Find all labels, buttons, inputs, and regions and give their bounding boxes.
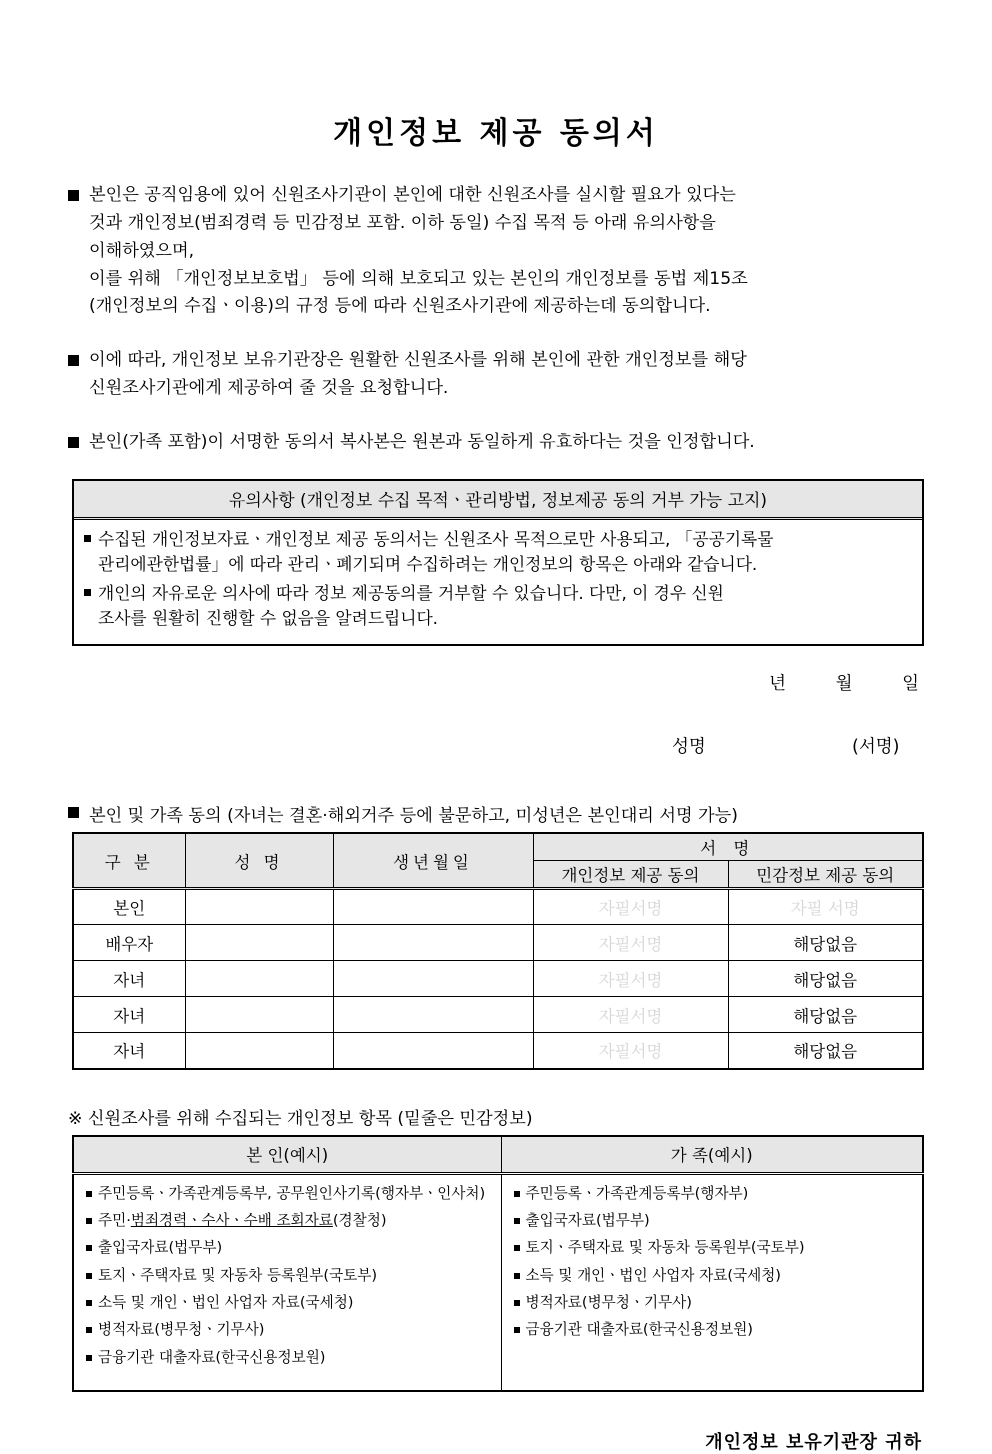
cell-birth-input[interactable] — [333, 961, 533, 997]
paragraph-1-line-1: 본인은 공직임용에 있어 신원조사기관이 본인에 대한 신원조사를 실시할 필요가 있다는 — [89, 185, 736, 205]
small-square-bullet-icon — [84, 535, 91, 542]
header-signature-sensitive: 민감정보 제공 동의 — [728, 861, 923, 889]
list-item — [514, 1239, 915, 1257]
notice-item-1-text — [98, 527, 773, 578]
cell-gubun: 자녀 — [73, 961, 185, 997]
list-item — [514, 1212, 915, 1230]
self-item-2-pre: 주민· — [98, 1211, 131, 1229]
table-row — [73, 997, 923, 1033]
list-item — [86, 1239, 493, 1257]
cell-signature-sensitive: 해당없음 — [728, 925, 923, 961]
paragraph-1-line-5: (개인정보의 수집ㆍ이용)의 규정 등에 따라 신원조사기관에 제공하는데 동의합니다. — [89, 296, 711, 317]
family-items-cell — [501, 1173, 923, 1391]
self-item-2-sensitive: 범죄경력ㆍ수사ㆍ수배 조회자료 — [130, 1211, 333, 1229]
notice-item-1-line-2: 관리에관한법률」에 따라 관리ㆍ폐기되며 수집하려는 개인정보의 항목은 아래와 같습니다. — [98, 554, 758, 575]
tiny-square-bullet-icon — [86, 1218, 92, 1224]
paragraph-1-line-3: 이해하였으며, — [89, 240, 195, 261]
paragraph-1-text — [89, 182, 930, 321]
paragraph-1-line-4: 이를 위해 「개인정보보호법」 등에 의해 보호되고 있는 본인의 개인정보를 동법 제15조 — [89, 268, 748, 289]
family-item-1: 주민등록ㆍ가족관계등록부(행자부) — [525, 1184, 749, 1202]
tiny-square-bullet-icon — [514, 1218, 520, 1224]
table-row — [73, 925, 923, 961]
cell-signature-sensitive: 해당없음 — [728, 1033, 923, 1069]
cell-signature-sensitive[interactable]: 자필 서명 — [728, 889, 923, 925]
filled-square-bullet-icon — [68, 355, 79, 366]
signature-name-label: 성명 — [672, 737, 706, 757]
self-item-5: 소득 및 개인ㆍ법인 사업자 자료(국세청) — [98, 1294, 354, 1311]
list-item — [514, 1321, 915, 1339]
small-square-bullet-icon — [84, 589, 91, 596]
cell-signature-personal[interactable]: 자필서명 — [533, 889, 728, 925]
tiny-square-bullet-icon — [86, 1245, 92, 1251]
notice-item-1-line-1: 수집된 개인정보자료ㆍ개인정보 제공 동의서는 신원조사 목적으로만 사용되고, 「공공기록물 — [98, 528, 774, 549]
cell-birth-input[interactable] — [333, 925, 533, 961]
notice-item-2-line-2: 조사를 원활히 진행할 수 없음을 알려드립니다. — [98, 608, 439, 629]
items-table-body — [73, 1173, 923, 1391]
tiny-square-bullet-icon — [514, 1245, 520, 1251]
header-self-items: 본 인(예시) — [73, 1136, 501, 1174]
list-item — [86, 1294, 493, 1312]
family-item-2: 출입국자료(법무부) — [525, 1211, 650, 1229]
self-item-3: 출입국자료(법무부) — [98, 1239, 223, 1257]
tiny-square-bullet-icon — [514, 1327, 520, 1333]
page-title: 개인정보 제공 동의서 — [333, 116, 659, 151]
tiny-square-bullet-icon — [86, 1191, 92, 1197]
paragraph-3-line-1: 본인(가족 포함)이 서명한 동의서 복사본은 원본과 동일하게 유효하다는 것을 인정합니다. — [89, 432, 755, 453]
header-gubun: 구 분 — [73, 833, 185, 889]
self-item-2-post: (경찰청) — [332, 1211, 387, 1229]
tiny-square-bullet-icon — [86, 1300, 92, 1306]
family-section-heading — [68, 801, 992, 826]
family-table-header-row-1 — [73, 833, 923, 861]
header-signature-group: 서 명 — [533, 833, 923, 861]
cell-gubun: 자녀 — [73, 997, 185, 1033]
cell-signature-personal[interactable]: 자필서명 — [533, 961, 728, 997]
cell-name-input[interactable] — [185, 997, 333, 1033]
date-year-label: 년 — [769, 674, 788, 694]
family-item-4: 소득 및 개인ㆍ법인 사업자 자료(국세청) — [525, 1266, 782, 1284]
tiny-square-bullet-icon — [86, 1355, 92, 1361]
filled-square-bullet-icon — [68, 807, 79, 818]
notice-item-1 — [84, 527, 910, 578]
items-table-row — [73, 1173, 923, 1391]
date-day-label: 일 — [902, 674, 920, 694]
list-item — [86, 1321, 493, 1339]
list-item — [86, 1349, 493, 1367]
items-table-head — [73, 1136, 923, 1174]
table-row — [73, 1033, 923, 1069]
cell-signature-personal[interactable]: 자필서명 — [533, 997, 728, 1033]
date-line — [0, 670, 920, 695]
self-item-7: 금융기관 대출자료(한국신용정보원) — [98, 1348, 326, 1366]
cell-name-input[interactable] — [185, 1033, 333, 1069]
filled-square-bullet-icon — [68, 437, 79, 448]
family-item-3: 토지ㆍ주택자료 및 자동차 등록원부(국토부) — [525, 1239, 805, 1257]
paragraph-2-line-1: 이에 따라, 개인정보 보유기관장은 원활한 신원조사를 위해 본인에 관한 개인정보를 해당 — [89, 350, 747, 371]
cell-signature-personal[interactable]: 자필서명 — [533, 1033, 728, 1069]
paragraph-2-text — [89, 347, 930, 403]
tiny-square-bullet-icon — [86, 1273, 92, 1279]
header-name: 성 명 — [185, 833, 333, 889]
family-section-heading-text: 본인 및 가족 동의 (자녀는 결혼·해외거주 등에 불문하고, 미성년은 본인대리 서명 가능) — [89, 806, 738, 826]
header-signature-personal: 개인정보 제공 동의 — [533, 861, 728, 889]
cell-gubun: 배우자 — [73, 925, 185, 961]
date-month-label: 월 — [835, 674, 854, 694]
header-birth: 생년월일 — [333, 833, 533, 889]
tiny-square-bullet-icon — [514, 1191, 520, 1197]
family-table-head — [73, 833, 923, 889]
list-item — [86, 1267, 493, 1285]
tiny-square-bullet-icon — [514, 1273, 520, 1279]
list-item — [514, 1185, 915, 1203]
cell-birth-input[interactable] — [333, 997, 533, 1033]
filled-square-bullet-icon — [68, 190, 79, 201]
paragraph-1-line-2: 것과 개인정보(범죄경력 등 민감정보 포함. 이하 동일) 수집 목적 등 아래 유의사항을 — [89, 212, 716, 233]
table-row — [73, 961, 923, 997]
family-item-6: 금융기관 대출자료(한국신용정보원) — [525, 1321, 753, 1339]
notice-item-2-text — [98, 581, 724, 632]
paragraph-3 — [68, 429, 930, 457]
cell-name-input[interactable] — [185, 889, 333, 925]
notice-box-body — [74, 520, 922, 644]
family-consent-table — [72, 832, 924, 1070]
self-item-6: 병적자료(병무청ㆍ기무사) — [98, 1321, 265, 1339]
notice-box — [72, 479, 924, 646]
cell-birth-input[interactable] — [333, 1033, 533, 1069]
signature-line — [0, 733, 992, 759]
header-family-items: 가 족(예시) — [501, 1136, 923, 1174]
cell-name-input[interactable] — [185, 925, 333, 961]
cell-signature-sensitive: 해당없음 — [728, 997, 923, 1033]
cell-gubun: 본인 — [73, 889, 185, 925]
cell-birth-input[interactable] — [333, 889, 533, 925]
family-table-body — [73, 889, 923, 1069]
self-item-1: 주민등록ㆍ가족관계등록부, 공무원인사기록(행자부ㆍ인사처) — [98, 1184, 486, 1202]
notice-item-2 — [84, 581, 910, 632]
self-item-4: 토지ㆍ주택자료 및 자동차 등록원부(국토부) — [98, 1266, 378, 1284]
paragraph-2 — [68, 347, 930, 403]
paragraph-3-text — [89, 429, 930, 457]
list-item — [514, 1267, 915, 1285]
items-table-header-row — [73, 1136, 923, 1174]
collected-items-note: ※ 신원조사를 위해 수집되는 개인정보 항목 (밑줄은 민감정보) — [68, 1108, 533, 1129]
cell-name-input[interactable] — [185, 961, 333, 997]
cell-signature-personal[interactable]: 자필서명 — [533, 925, 728, 961]
list-item — [514, 1294, 915, 1312]
tiny-square-bullet-icon — [514, 1300, 520, 1306]
tiny-square-bullet-icon — [86, 1327, 92, 1333]
cell-gubun: 자녀 — [73, 1033, 185, 1069]
paragraph-2-line-2: 신원조사기관에게 제공하여 줄 것을 요청합니다. — [89, 378, 449, 399]
list-item — [86, 1185, 493, 1203]
cell-signature-sensitive: 해당없음 — [728, 961, 923, 997]
list-item — [86, 1212, 493, 1230]
self-items-cell — [73, 1173, 501, 1391]
paragraph-1 — [68, 182, 930, 321]
family-item-5: 병적자료(병무청ㆍ기무사) — [525, 1294, 692, 1311]
notice-item-2-line-1: 개인의 자유로운 의사에 따라 정보 제공동의를 거부할 수 있습니다. 다만, 이 경우 신원 — [98, 582, 724, 603]
footer-addressee: 개인정보 보유기관장 귀하 — [705, 1432, 922, 1454]
notice-box-header: 유의사항 (개인정보 수집 목적ㆍ관리방법, 정보제공 동의 거부 가능 고지) — [74, 481, 922, 520]
signature-sign-label: (서명) — [852, 737, 900, 757]
table-row — [73, 889, 923, 925]
intro-paragraphs — [68, 182, 930, 457]
collected-items-table — [72, 1135, 924, 1393]
